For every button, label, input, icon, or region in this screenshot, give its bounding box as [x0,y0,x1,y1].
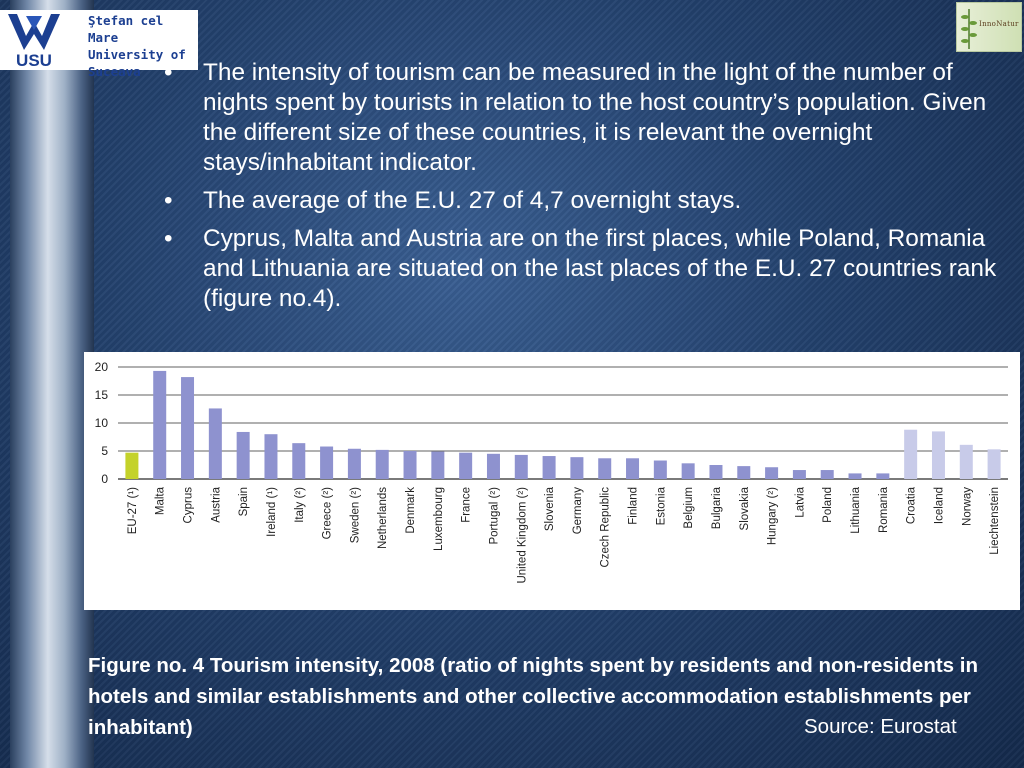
bar [348,449,361,479]
x-category-label: Poland [822,487,835,523]
partner-logo-text: InnoNatur [979,20,1019,28]
x-category-label: Bulgaria [710,487,723,530]
x-category-label: Malta [154,487,167,516]
bar [487,454,500,479]
bar [876,473,889,479]
bar [459,453,472,479]
university-name: Ştefan cel Mare University of Suceava [88,13,186,79]
bar [125,453,138,479]
bar [737,466,750,479]
x-category-label: Italy (²) [293,487,306,523]
bullet-dot-icon: • [164,225,173,252]
bullet-text: The average of the E.U. 27 of 4,7 overnight stays. [203,187,742,214]
x-category-label: Croatia [905,487,918,525]
bar [960,445,973,479]
plant-sprig-icon [959,5,979,49]
bar [181,377,194,479]
bar [654,461,667,479]
bullet-text: The intensity of tourism can be measured in the light of the number of nights spent by tourists in relation to the host country’s population. Given the different size of these countries, it is relevant the overnight stays/inhabitant indicator. [203,59,987,176]
x-category-label: Hungary (²) [766,487,779,546]
x-category-label: Spain [238,487,251,517]
bar [320,447,333,479]
bar [849,473,862,479]
x-category-label: Liechtenstein [989,487,1002,555]
bar [570,457,583,479]
x-category-label: Norway [961,487,974,526]
bullet-item [160,224,1010,314]
x-category-label: Iceland [933,487,946,525]
usu-logo-icon [4,12,64,68]
x-category-label: France [460,487,473,523]
y-tick-label: 20 [94,360,108,374]
partner-logo [956,2,1022,52]
x-category-label: Ireland (¹) [265,487,278,537]
x-category-label: EU-27 (¹) [126,487,139,535]
x-category-label: Sweden (²) [349,487,362,544]
y-tick-label: 10 [94,416,108,430]
left-decorative-bar [10,0,94,768]
bar [765,467,778,479]
bar [682,463,695,479]
x-category-label: Netherlands [377,487,390,550]
bar [543,456,556,479]
x-category-label: Denmark [405,487,418,534]
x-category-label: Greece (²) [321,487,334,540]
y-tick-label: 5 [101,444,108,458]
x-category-label: Estonia [655,487,668,526]
bullet-dot-icon: • [164,59,173,86]
x-category-label: Lithuania [850,487,863,534]
x-category-label: Czech Republic [599,487,612,568]
bar [404,451,417,479]
x-category-label: Latvia [794,487,807,518]
tourism-intensity-chart [84,352,1020,610]
x-category-label: Luxembourg [432,487,445,551]
bullet-text: Cyprus, Malta and Austria are on the first places, while Poland, Romania and Lithuania are situated on the last places of the E.U. 27 countries rank (figure no.4). [203,225,997,312]
bullet-dot-icon: • [164,187,173,214]
bar [292,443,305,479]
bullet-item [160,58,1010,178]
bar [515,455,528,479]
bar [626,458,639,479]
bar [209,408,222,479]
bar [598,458,611,479]
bullet-item [160,186,1010,216]
x-category-label: Cyprus [182,487,195,524]
bullet-list [160,58,1010,322]
bar [709,465,722,479]
bar [153,371,166,479]
usu-abbrev: USU [16,51,52,68]
bar-chart-svg [84,352,1020,610]
x-category-label: Austria [210,487,223,523]
bar [988,449,1001,479]
x-category-label: Romania [877,487,890,534]
x-category-label: Portugal (²) [488,487,501,545]
bar [376,450,389,479]
y-tick-label: 15 [94,388,108,402]
source-note: Source: Eurostat [804,715,957,738]
bar [904,430,917,479]
x-category-label: Slovakia [738,487,751,531]
bar [793,470,806,479]
bar [932,431,945,479]
bar [821,470,834,479]
bar [431,452,444,479]
x-category-label: Finland [627,487,640,525]
figure-caption: Figure no. 4 Tourism intensity, 2008 (ratio of nights spent by residents and non-residents in hotels and similar establishments and other collective accommodation establishments per inhabitant) [88,654,978,739]
bar [237,432,250,479]
x-category-label: Germany [571,487,584,535]
x-category-label: Slovenia [544,487,557,532]
x-category-label: United Kingdom (²) [516,487,529,584]
x-category-label: Belgium [683,487,696,529]
y-tick-label: 0 [101,472,108,486]
bar [264,434,277,479]
